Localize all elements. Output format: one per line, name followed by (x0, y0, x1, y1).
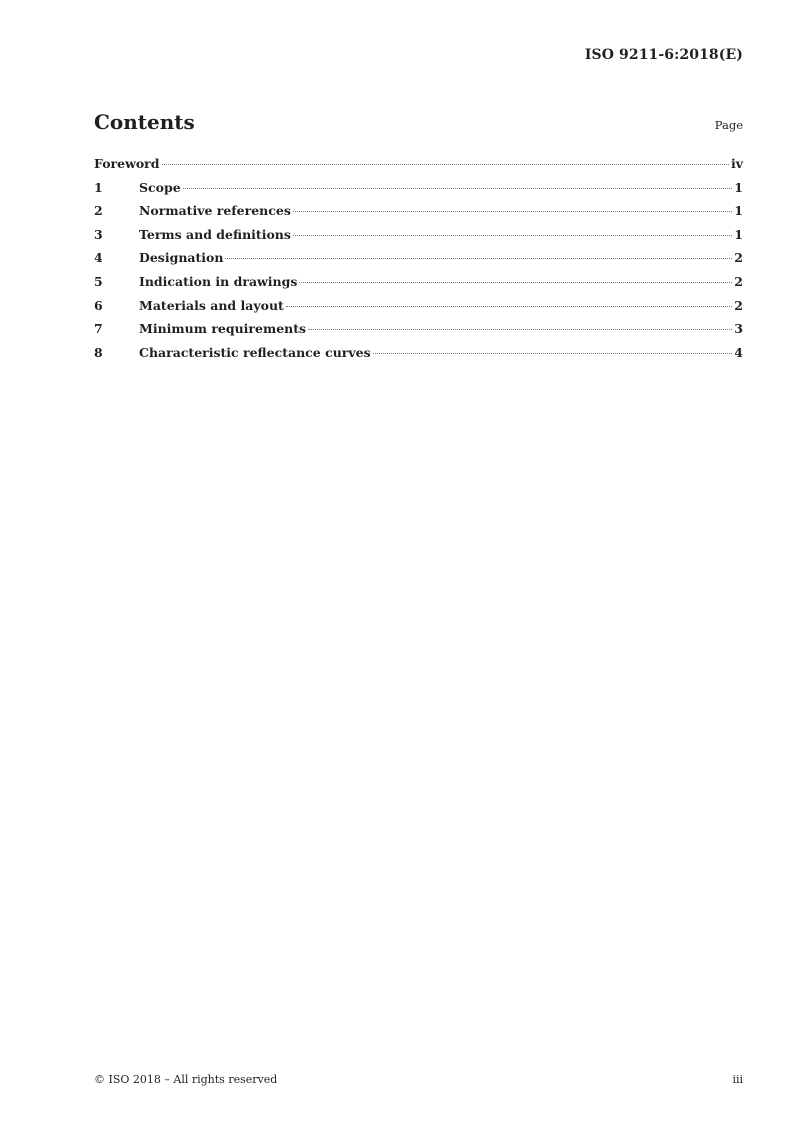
toc-entry-number: 2 (94, 203, 103, 219)
page-column-label: Page (714, 118, 743, 132)
toc-dot-leader (225, 258, 732, 259)
toc-entry-scope[interactable] (94, 180, 743, 204)
toc-entry-characteristic-reflectance-curves[interactable] (94, 345, 743, 369)
toc-entry-title: Characteristic reflectance curves (139, 344, 371, 360)
toc-dot-leader (293, 235, 732, 236)
toc-entry-page: 2 (734, 297, 743, 313)
copyright-notice: © ISO 2018 – All rights reserved (94, 1073, 278, 1086)
toc-dot-leader (162, 164, 729, 165)
toc-entry-page: 3 (734, 321, 743, 337)
toc-entry-title: Foreword (94, 156, 160, 171)
document-id: ISO 9211-6:2018(E) (584, 47, 743, 63)
toc-dot-leader (299, 282, 732, 283)
toc-entry-title: Materials and layout (139, 297, 284, 313)
toc-dot-leader (308, 329, 732, 330)
toc-entry-page: 2 (734, 250, 743, 266)
toc-entry-normative-references[interactable] (94, 203, 743, 227)
table-of-contents (94, 156, 743, 368)
page-footer (94, 1073, 743, 1089)
toc-entry-number: 4 (94, 250, 103, 266)
toc-entry-foreword[interactable] (94, 156, 743, 180)
toc-entry-number: 6 (94, 297, 103, 313)
toc-entry-title: Terms and definitions (139, 226, 291, 242)
toc-entry-title: Designation (139, 250, 224, 266)
toc-dot-leader (373, 353, 733, 354)
contents-heading (94, 110, 743, 140)
toc-entry-minimum-requirements[interactable] (94, 321, 743, 345)
toc-dot-leader (183, 188, 733, 189)
page-number: iii (732, 1073, 743, 1086)
toc-entry-number: 5 (94, 273, 103, 289)
toc-entry-terms-and-definitions[interactable] (94, 227, 743, 251)
toc-dot-leader (286, 306, 732, 307)
toc-entry-number: 1 (94, 179, 103, 195)
toc-entry-number: 3 (94, 226, 103, 242)
toc-entry-page: 1 (734, 203, 743, 219)
toc-entry-number: 8 (94, 344, 103, 360)
toc-entry-title: Scope (139, 179, 181, 195)
toc-entry-page: 2 (734, 273, 743, 289)
toc-dot-leader (293, 211, 732, 212)
toc-entry-page: 4 (734, 344, 743, 360)
toc-entry-designation[interactable] (94, 250, 743, 274)
contents-title: Contents (94, 110, 195, 134)
toc-entry-indication-in-drawings[interactable] (94, 274, 743, 298)
toc-entry-page: 1 (734, 226, 743, 242)
toc-entry-title: Indication in drawings (139, 273, 298, 289)
toc-entry-page: iv (730, 156, 743, 171)
toc-entry-number: 7 (94, 321, 103, 337)
toc-entry-title: Minimum requirements (139, 321, 307, 337)
toc-entry-materials-and-layout[interactable] (94, 298, 743, 322)
toc-entry-page: 1 (734, 179, 743, 195)
toc-entry-title: Normative references (139, 203, 291, 219)
